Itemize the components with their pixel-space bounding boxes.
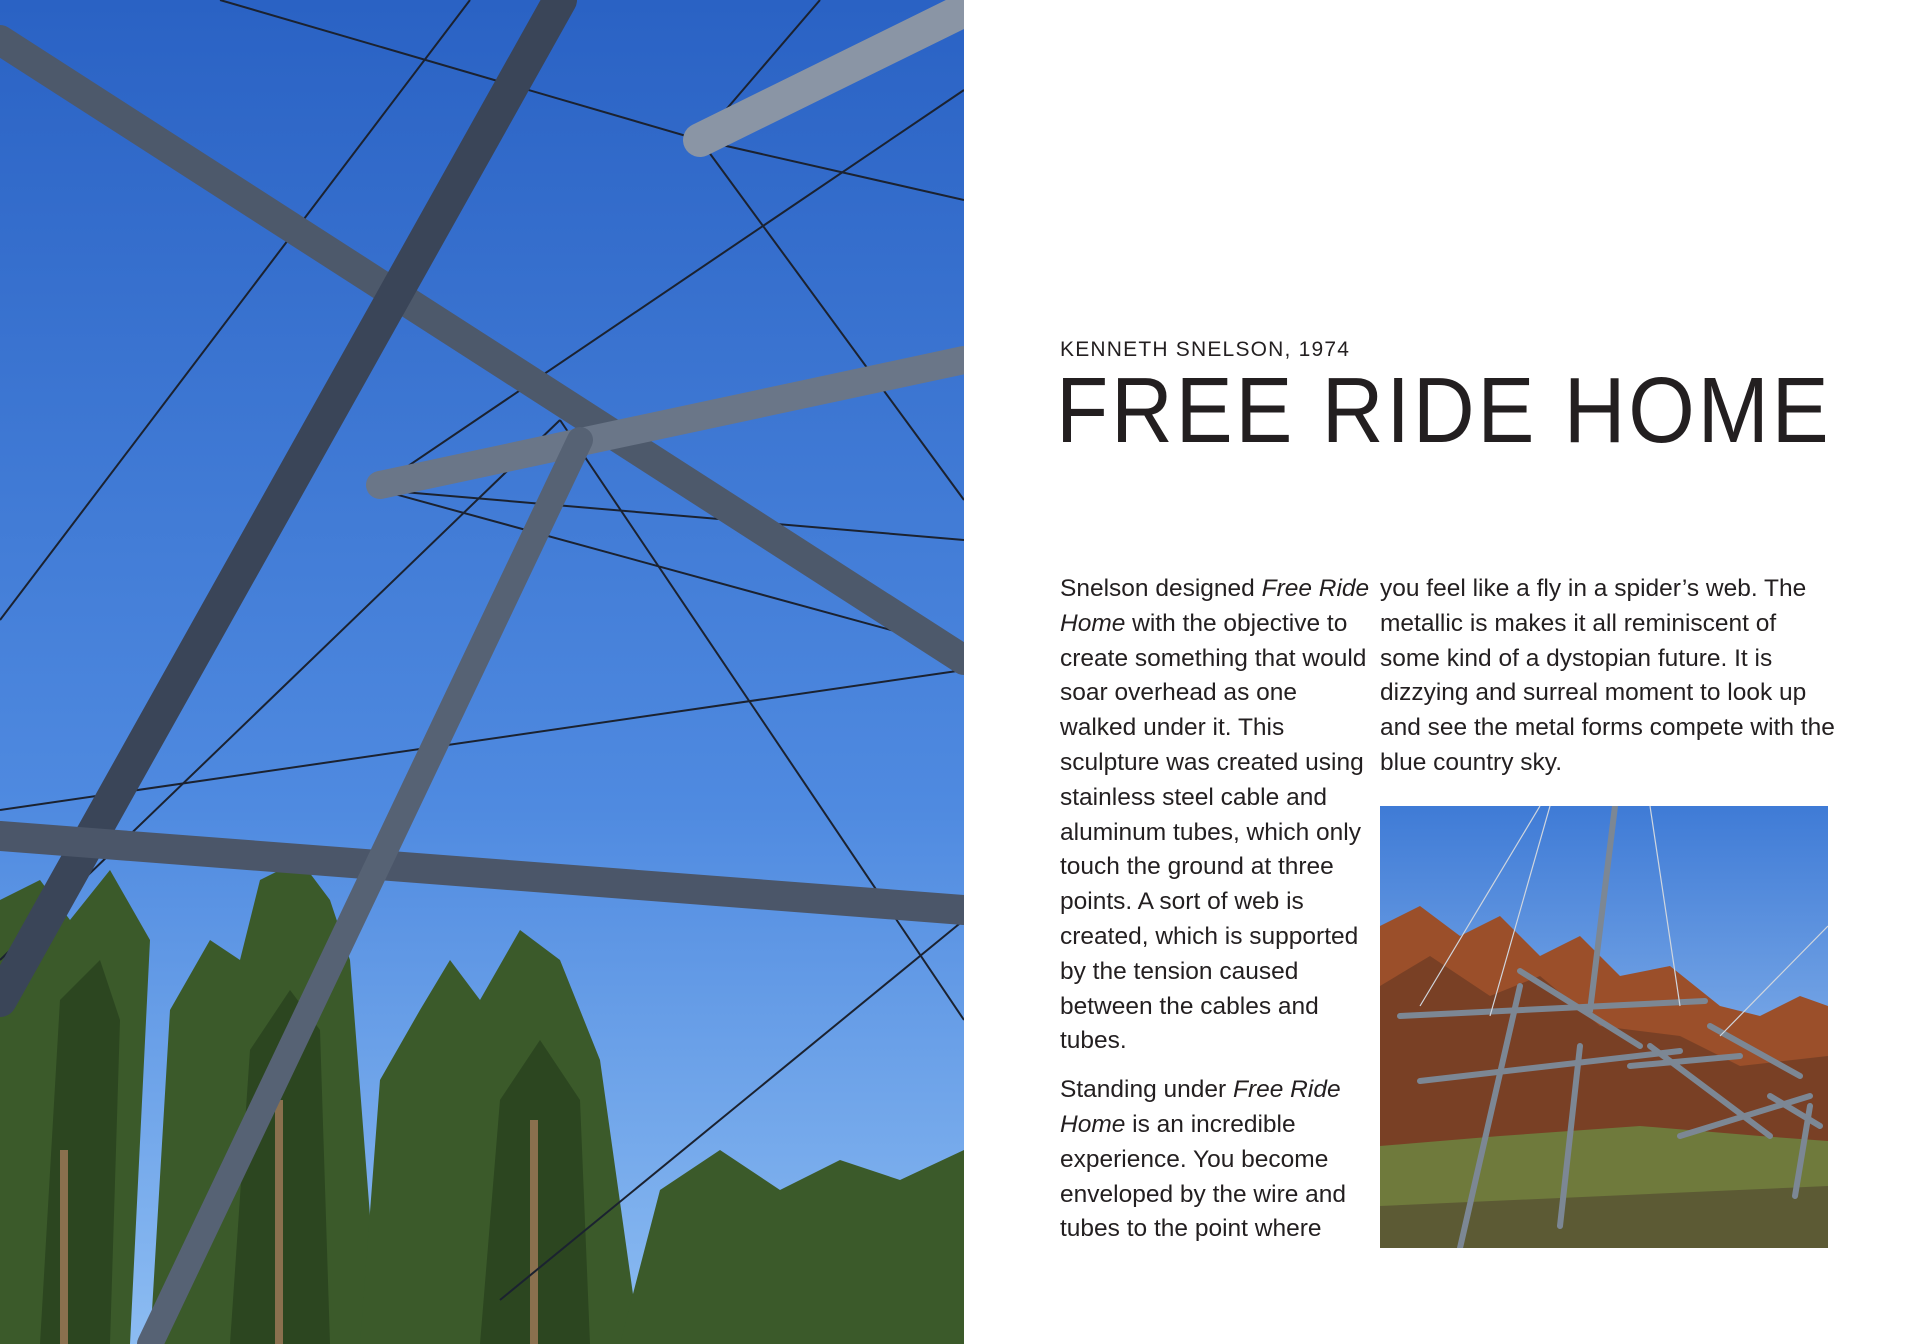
body-column-right <box>1380 572 1840 795</box>
body-column-left <box>1060 572 1370 1261</box>
paragraph-experience <box>1060 1073 1370 1247</box>
sculpture-photo-small <box>1380 806 1828 1248</box>
text-run: Snelson designed <box>1060 575 1262 602</box>
text-run: is an incredible experience. You become enveloped by the wire and tubes to the point where <box>1060 1110 1347 1243</box>
artwork-title-italic: Free Ride Home <box>1060 1076 1341 1138</box>
text-run: Standing under <box>1060 1076 1233 1104</box>
artwork-title-italic: Free Ride Home <box>1060 575 1370 637</box>
paragraph-continued: you feel like a fly in a spider’s web. The metallic is makes it all reminiscent of some kind of a dystopian future. It is dizzying and surreal moment to look up and see the metal forms compete with the blue country sky. <box>1380 575 1835 776</box>
artist-year-label: KENNETH SNELSON, 1974 <box>1060 338 1351 361</box>
text-run: with the objective to create something that would soar overhead as one walked under it. This sculpture was created using stainless steel cable and aluminum tubes, which only touch the ground at three points. A sort of web is created, which is supported by the tension caused between the cables and tubes. <box>1060 609 1367 1055</box>
paragraph-intro <box>1060 572 1370 1059</box>
page-title: FREE RIDE HOME <box>1056 358 1832 462</box>
